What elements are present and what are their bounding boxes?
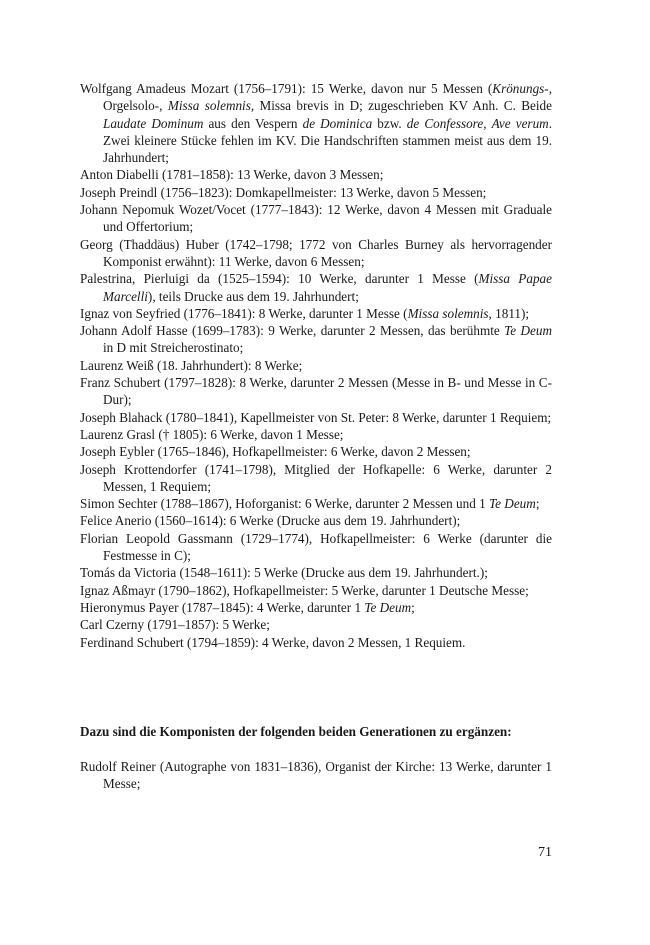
italic-title: Laudate Dominum — [103, 115, 204, 131]
italic-title: de Confessore — [406, 115, 484, 131]
italic-title: Krönungs- — [492, 81, 549, 96]
list-entry — [80, 357, 552, 374]
italic-title: Missa solemnis — [407, 305, 489, 321]
entry-text: Hieronymus Payer (1787–1845): 4 Werke, darunter 1 — [80, 599, 365, 615]
list-entry — [80, 409, 552, 426]
entry-text: Joseph Blahack (1780–1841), Kapellmeister von St. Peter: 8 Werke, darunter 1 Requiem; — [80, 409, 552, 425]
entry-text: Joseph Preindl (1756–1823): Domkapellmeister: 13 Werke, davon 5 Messen; — [80, 184, 487, 200]
section-heading: Dazu sind die Komponisten der folgenden beiden Generationen zu ergänzen: — [80, 724, 512, 739]
italic-title: de Dominica — [302, 115, 373, 131]
entry-text: Johann Adolf Hasse (1699–1783): 9 Werke, darunter 2 Messen, das berühmte — [80, 323, 505, 339]
italic-title: Ave verum — [491, 115, 549, 131]
entry-text: Georg (Thaddäus) Huber (1742–1798; 1772 von Charles Burney als hervorragender Komponist erwähnt): 11 Werke, davon 6 Messen; — [80, 236, 552, 269]
list-entry — [80, 443, 552, 460]
entry-text: Ignaz von Seyfried (1776–1841): 8 Werke, darunter 1 Messe ( — [80, 305, 408, 321]
entry-text: , Orgelsolo-, — [103, 81, 552, 114]
entry-text: Anton Diabelli (1781–1858): 13 Werke, davon 3 Messen; — [80, 167, 384, 183]
entry-text: ), teils Drucke aus dem 19. Jahrhundert; — [147, 288, 359, 304]
entry-text: Johann Nepomuk Wozet/Vocet (1777–1843): 12 Werke, davon 4 Messen mit Graduale und Offertorium; — [80, 202, 552, 235]
entry-text: Rudolf Reiner (Autographe von 1831–1836), Organist der Kirche: 13 Werke, darunter 1 Messe; — [80, 759, 552, 792]
entry-text: Felice Anerio (1560–1614): 6 Werke (Drucke aus dem 19. Jahrhundert); — [80, 513, 461, 529]
composer-list — [80, 80, 552, 651]
italic-title: Missa Papae Marcelli — [103, 271, 553, 304]
list-entry — [80, 236, 552, 271]
list-entry — [80, 270, 552, 305]
list-entry — [80, 461, 552, 496]
entry-text: . Zwei kleinere Stücke fehlen im KV. Die Handschriften stammen meist aus dem 19. Jahrhundert; — [103, 115, 552, 166]
list-entry — [80, 616, 552, 633]
entry-text: Joseph Eybler (1765–1846), Hofkapellmeister: 6 Werke, davon 2 Messen; — [80, 444, 471, 460]
list-entry — [80, 599, 552, 616]
entry-text: Ignaz Aßmayr (1790–1862), Hofkapellmeister: 5 Werke, darunter 1 Deutsche Messe; — [80, 582, 529, 598]
list-entry — [80, 512, 552, 529]
list-entry — [80, 634, 552, 651]
list-entry — [80, 201, 552, 236]
entry-text: Florian Leopold Gassmann (1729–1774), Hofkapellmeister: 6 Werke (darunter die Festmesse in C); — [80, 530, 552, 564]
entry-text: Laurenz Weiß (18. Jahrhundert): 8 Werke; — [80, 357, 303, 373]
entry-text: in D mit Streicherostinato; — [103, 340, 244, 356]
entry-text: Palestrina, Pierluigi da (1525–1594): 10 Werke, darunter 1 Messe ( — [80, 271, 479, 287]
entry-text: Franz Schubert (1797–1828): 8 Werke, darunter 2 Messen (Messe in B- und Messe in C-Dur); — [80, 375, 552, 408]
list-entry — [80, 80, 552, 166]
entry-text: Wolfgang Amadeus Mozart (1756–1791): 15 Werke, davon nur 5 Messen ( — [80, 81, 493, 96]
page-number: 71 — [538, 845, 552, 860]
list-entry — [80, 564, 552, 581]
list-entry — [80, 582, 552, 599]
list-entry — [80, 758, 552, 793]
italic-title: Te Deum — [364, 599, 412, 615]
entry-text: Simon Sechter (1788–1867), Hoforganist: 6 Werke, darunter 2 Messen und 1 — [80, 496, 490, 512]
list-entry — [80, 184, 552, 201]
entry-text: aus den Vespern — [203, 115, 303, 131]
entry-text: Ferdinand Schubert (1794–1859): 4 Werke, davon 2 Messen, 1 Requiem. — [80, 634, 466, 650]
entry-text: ; — [535, 496, 540, 512]
entry-text: Joseph Krottendorfer (1741–1798), Mitglied der Hofkapelle: 6 Werke, darunter 2 Messen, 1 Requiem; — [80, 461, 552, 494]
italic-title: Missa solemnis — [167, 98, 251, 114]
italic-title: Te Deum — [504, 323, 552, 339]
entry-text: Laurenz Grasl († 1805): 6 Werke, davon 1 Messe; — [80, 426, 344, 442]
entry-text: , 1811); — [488, 305, 530, 321]
list-entry — [80, 322, 552, 357]
list-entry — [80, 166, 552, 183]
list-entry — [80, 305, 552, 322]
list-entry — [80, 426, 552, 443]
list-entry — [80, 374, 552, 409]
composer-list-continued — [80, 758, 552, 793]
entry-text: ; — [411, 599, 415, 615]
list-entry — [80, 495, 552, 512]
entry-text: , Missa brevis in D; zugeschrieben KV Anh. C. Beide — [250, 98, 552, 114]
italic-title: Te Deum — [489, 496, 536, 512]
entry-text: bzw. — [372, 115, 407, 131]
entry-text: Tomás da Victoria (1548–1611): 5 Werke (Drucke aus dem 19. Jahrhundert.); — [80, 565, 488, 581]
list-entry — [80, 530, 552, 565]
entry-text: Carl Czerny (1791–1857): 5 Werke; — [80, 617, 270, 633]
entry-text: , — [483, 115, 492, 131]
